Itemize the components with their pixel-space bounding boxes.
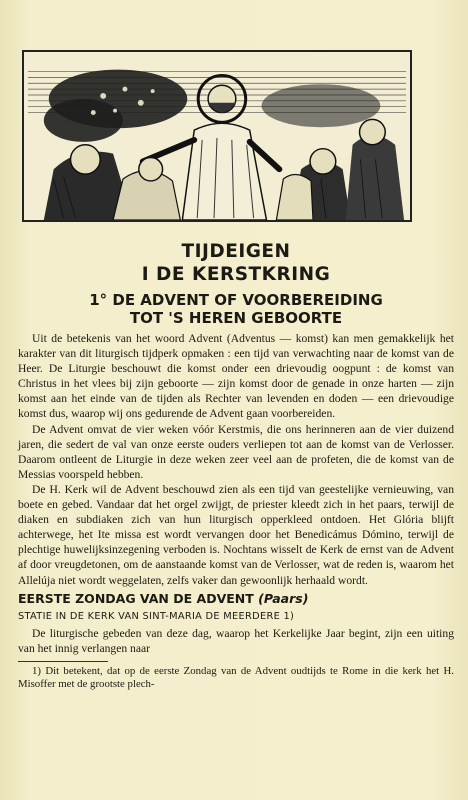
engraving-image: [24, 52, 410, 220]
body-text: [18, 331, 454, 656]
engraving-christ-with-disciples: [22, 50, 412, 222]
chapter-heading-line1: 1° DE ADVENT OF VOORBEREIDING: [89, 291, 383, 309]
paragraph: De liturgische gebeden van deze dag, waarop het Kerkelijke Jaar begint, zijn een uiting van het innig verlangen naar: [18, 626, 454, 655]
paragraph: Uit de betekenis van het woord Advent (Adventus — komst) kan men gemakkelijk het karakter van dit liturgisch tijdperk opmaken : een tijd van verwachting naar de komst van de Heer. De Liturgie beschouwt die komst onder een drievoudig oogpunt : de komst van Christus in het vlees bij zijn geboorte — zijn komst door de genade in onze harten — zijn komst aan het einde van de tijden als Rechter van levenden en doden — een drievoudige komst dus, waarop wij ons gedurende de Advent gaan voorbereiden.: [18, 332, 454, 421]
chapter-heading-line2: TOT 'S HEREN GEBOORTE: [129, 309, 343, 327]
footnote-text: 1) Dit betekent, dat op de eerste Zondag van de Advent oudtijds te Rome in die kerk het H. Misoffer met de grootste plech-: [18, 664, 454, 691]
liturgical-color: (Paars): [258, 590, 309, 606]
text-block: [18, 240, 454, 692]
paragraph: De H. Kerk wil de Advent beschouwd zien als een tijd van geestelijke vernieuwing, van boete en gebed. Vandaar dat het orgel zwijgt, de priester kleedt zich in het paars, terwijl de diaken en subdiaken zich van hun liturgisch opperkleed ontdoen. Het Glória blijft achterwege, het Ite missa est wordt vervangen door het Benedicámus Dómino, terwijl de plechtige huwelijksinzegening verboden is. Nochtans wisselt de Kerk de ernst van de Advent af door vreugdetonen, om de aanstaande komst van de Verlosser, wat de reden is, waarom het Allelúja niet wordt weggelaten, zelfs vaker dan gewoonlijk herhaald wordt.: [18, 482, 454, 587]
section-title: EERSTE ZONDAG VAN DE ADVENT: [18, 590, 254, 606]
part-heading: I DE KERSTKRING: [141, 264, 331, 285]
footnote-divider: [18, 661, 108, 662]
footnote: [18, 665, 454, 692]
section-heading: [18, 591, 454, 607]
page-title: TIJDEIGEN: [181, 241, 291, 262]
paragraph: De Advent omvat de vier weken vóór Kerstmis, die ons herinneren aan de vier duizend jaren, die sedert de val van onze eerste ouders verliepen tot aan de komst van de Verlosser. Daarom ontleent de Liturgie in deze weken zeer veel aan de profeten, die de komst van de Messias voorspeld hebben.: [18, 422, 454, 481]
statie-line: STATIE IN DE KERK VAN SINT-MARIA DE MEERDERE 1): [18, 610, 295, 622]
